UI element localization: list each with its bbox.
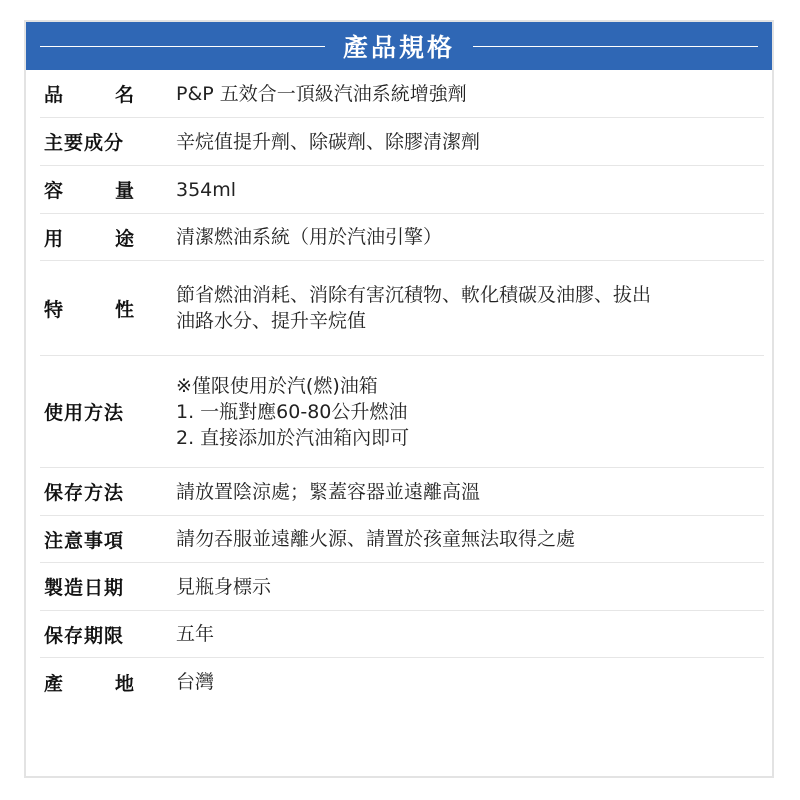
row-label: 使用方法: [44, 402, 125, 424]
row-label: 特 性: [44, 298, 134, 321]
spec-row-name: [40, 70, 764, 118]
row-label: 用 途: [44, 227, 134, 250]
row-value: P&P 五效合一頂級汽油系統增強劑: [176, 82, 467, 105]
row-value: 五年: [176, 623, 215, 645]
spec-row-directions: [40, 356, 764, 468]
spec-row-ingredients: [40, 118, 764, 166]
spec-row-shelf-life: [40, 611, 764, 658]
spec-row-volume: [40, 166, 764, 214]
row-value: ※僅限使用於汽(燃)油箱 1. 一瓶對應60-80公升燃油 2. 直接添加於汽油箱內即可: [176, 374, 410, 449]
spec-row-usage: [40, 214, 764, 261]
spec-title: 產品規格: [343, 33, 456, 62]
spec-row-cautions: [40, 516, 764, 563]
row-value: 請勿吞服並遠離火源、請置於孩童無法取得之處: [176, 528, 576, 550]
row-value: 台灣: [176, 671, 215, 693]
row-value: 節省燃油消耗、消除有害沉積物、軟化積碳及油膠、拔出 油路水分、提升辛烷值: [176, 284, 652, 332]
row-label: 容 量: [44, 180, 134, 202]
spec-row-storage: [40, 468, 764, 516]
row-label: 產 地: [44, 672, 134, 695]
header-right-rule: [473, 46, 758, 47]
spec-row-origin: [40, 658, 764, 706]
row-value: 354ml: [176, 178, 237, 201]
row-label: 保存期限: [44, 624, 125, 647]
row-value: 請放置陰涼處；緊蓋容器並遠離高溫: [176, 480, 481, 503]
row-label: 品 名: [44, 84, 134, 106]
row-label: 保存方法: [44, 482, 125, 504]
spec-header: [26, 22, 772, 70]
spec-row-features: [40, 261, 764, 356]
spec-row-manufacture-date: [40, 563, 764, 611]
row-value: 清潔燃油系統（用於汽油引擎）: [176, 226, 443, 248]
row-label: 主要成分: [44, 132, 125, 154]
row-value: 見瓶身標示: [176, 575, 272, 598]
row-value: 辛烷值提升劑、除碳劑、除膠清潔劑: [176, 130, 481, 153]
spec-table: [40, 70, 764, 706]
row-label: 製造日期: [44, 577, 125, 599]
header-left-rule: [40, 46, 325, 47]
spec-card: [24, 20, 774, 778]
row-label: 注意事項: [44, 529, 125, 552]
